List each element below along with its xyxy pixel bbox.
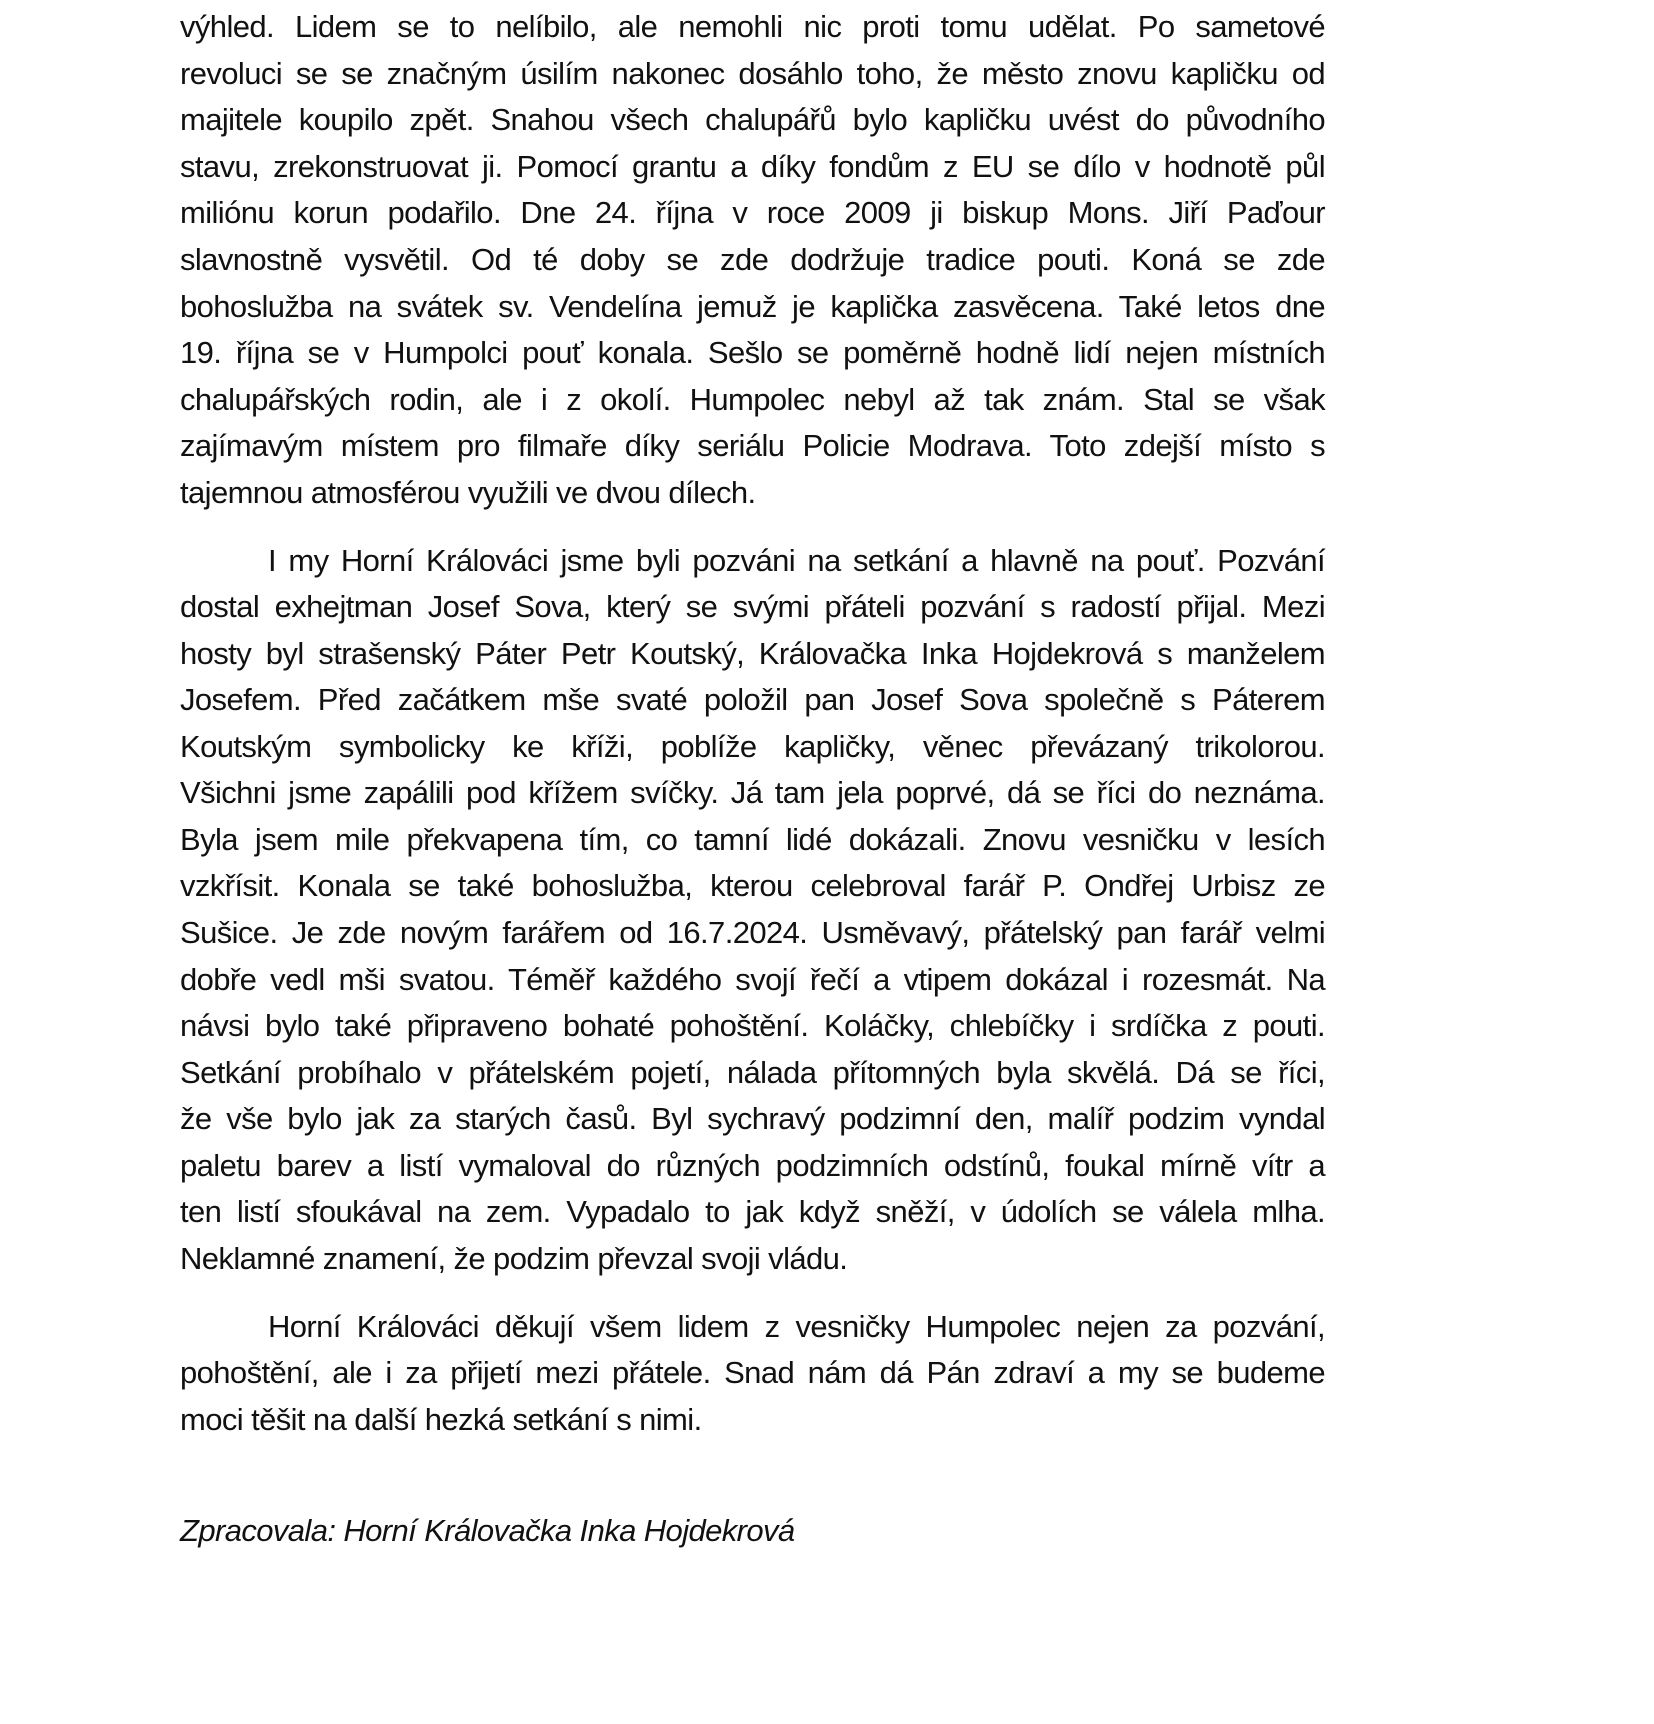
text-line: paletu barev a listí vymaloval do různých podzimních odstínů, foukal mírně vítr a <box>180 1148 1325 1183</box>
text-line: Setkání probíhalo v přátelském pojetí, nálada přítomných byla skvělá. Dá se říci, <box>180 1055 1325 1090</box>
text-line: Koutským symbolicky ke kříži, poblíže kapličky, věnec převázaný trikolorou. <box>180 729 1325 764</box>
text-line: Josefem. Před začátkem mše svaté položil pan Josef Sova společně s Páterem <box>180 682 1325 717</box>
text-line: revoluci se se značným úsilím nakonec dosáhlo toho, že město znovu kapličku od <box>180 56 1325 91</box>
text-line: chalupářských rodin, ale i z okolí. Humpolec nebyl až tak znám. Stal se však <box>180 382 1325 417</box>
text-line: zajímavým místem pro filmaře díky seriálu Policie Modrava. Toto zdejší místo s <box>180 428 1325 463</box>
text-line: tajemnou atmosférou využili ve dvou dílech. <box>180 475 756 510</box>
author-signature: Zpracovala: Horní Královačka Inka Hojdekrová <box>180 1513 795 1548</box>
text-line: Horní Králováci děkují všem lidem z vesničky Humpolec nejen za pozvání, <box>268 1309 1325 1344</box>
text-line: moci těšit na další hezká setkání s nimi. <box>180 1402 702 1437</box>
text-line: vzkřísit. Konala se také bohoslužba, kterou celebroval farář P. Ondřej Urbisz ze <box>180 868 1325 903</box>
text-line: hosty byl strašenský Páter Petr Koutský, Královačka Inka Hojdekrová s manželem <box>180 636 1325 671</box>
text-line: majitele koupilo zpět. Snahou všech chalupářů bylo kapličku uvést do původního <box>180 102 1325 137</box>
text-line: ten listí sfoukával na zem. Vypadalo to jak když sněží, v údolích se válela mlha. <box>180 1194 1325 1229</box>
text-line: pohoštění, ale i za přijetí mezi přátele. Snad nám dá Pán zdraví a my se budeme <box>180 1355 1325 1390</box>
text-line: 19. října se v Humpolci pouť konala. Sešlo se poměrně hodně lidí nejen místních <box>180 335 1325 370</box>
text-line: slavnostně vysvětil. Od té doby se zde dodržuje tradice pouti. Koná se zde <box>180 242 1325 277</box>
text-line: dobře vedl mši svatou. Téměř každého svojí řečí a vtipem dokázal i rozesmát. Na <box>180 962 1325 997</box>
text-line: Všichni jsme zapálili pod křížem svíčky. Já tam jela poprvé, dá se říci do neznáma. <box>180 775 1325 810</box>
text-line: výhled. Lidem se to nelíbilo, ale nemohli nic proti tomu udělat. Po sametové <box>180 9 1325 44</box>
text-line: že vše bylo jak za starých časů. Byl sychravý podzimní den, malíř podzim vyndal <box>180 1101 1325 1136</box>
text-line: bohoslužba na svátek sv. Vendelína jemuž je kaplička zasvěcena. Také letos dne <box>180 289 1325 324</box>
text-line: dostal exhejtman Josef Sova, který se svými přáteli pozvání s radostí přijal. Mezi <box>180 589 1325 624</box>
text-line: Byla jsem mile překvapena tím, co tamní lidé dokázali. Znovu vesničku v lesích <box>180 822 1325 857</box>
text-line: Sušice. Je zde novým farářem od 16.7.2024. Usměvavý, přátelský pan farář velmi <box>180 915 1325 950</box>
text-line: stavu, zrekonstruovat ji. Pomocí grantu a díky fondům z EU se dílo v hodnotě půl <box>180 149 1325 184</box>
text-line: návsi bylo také připraveno bohaté pohoštění. Koláčky, chlebíčky i srdíčka z pouti. <box>180 1008 1325 1043</box>
text-line: miliónu korun podařilo. Dne 24. října v roce 2009 ji biskup Mons. Jiří Paďour <box>180 195 1325 230</box>
text-line: I my Horní Králováci jsme byli pozváni na setkání a hlavně na pouť. Pozvání <box>268 543 1325 578</box>
text-line: Neklamné znamení, že podzim převzal svoji vládu. <box>180 1241 848 1276</box>
